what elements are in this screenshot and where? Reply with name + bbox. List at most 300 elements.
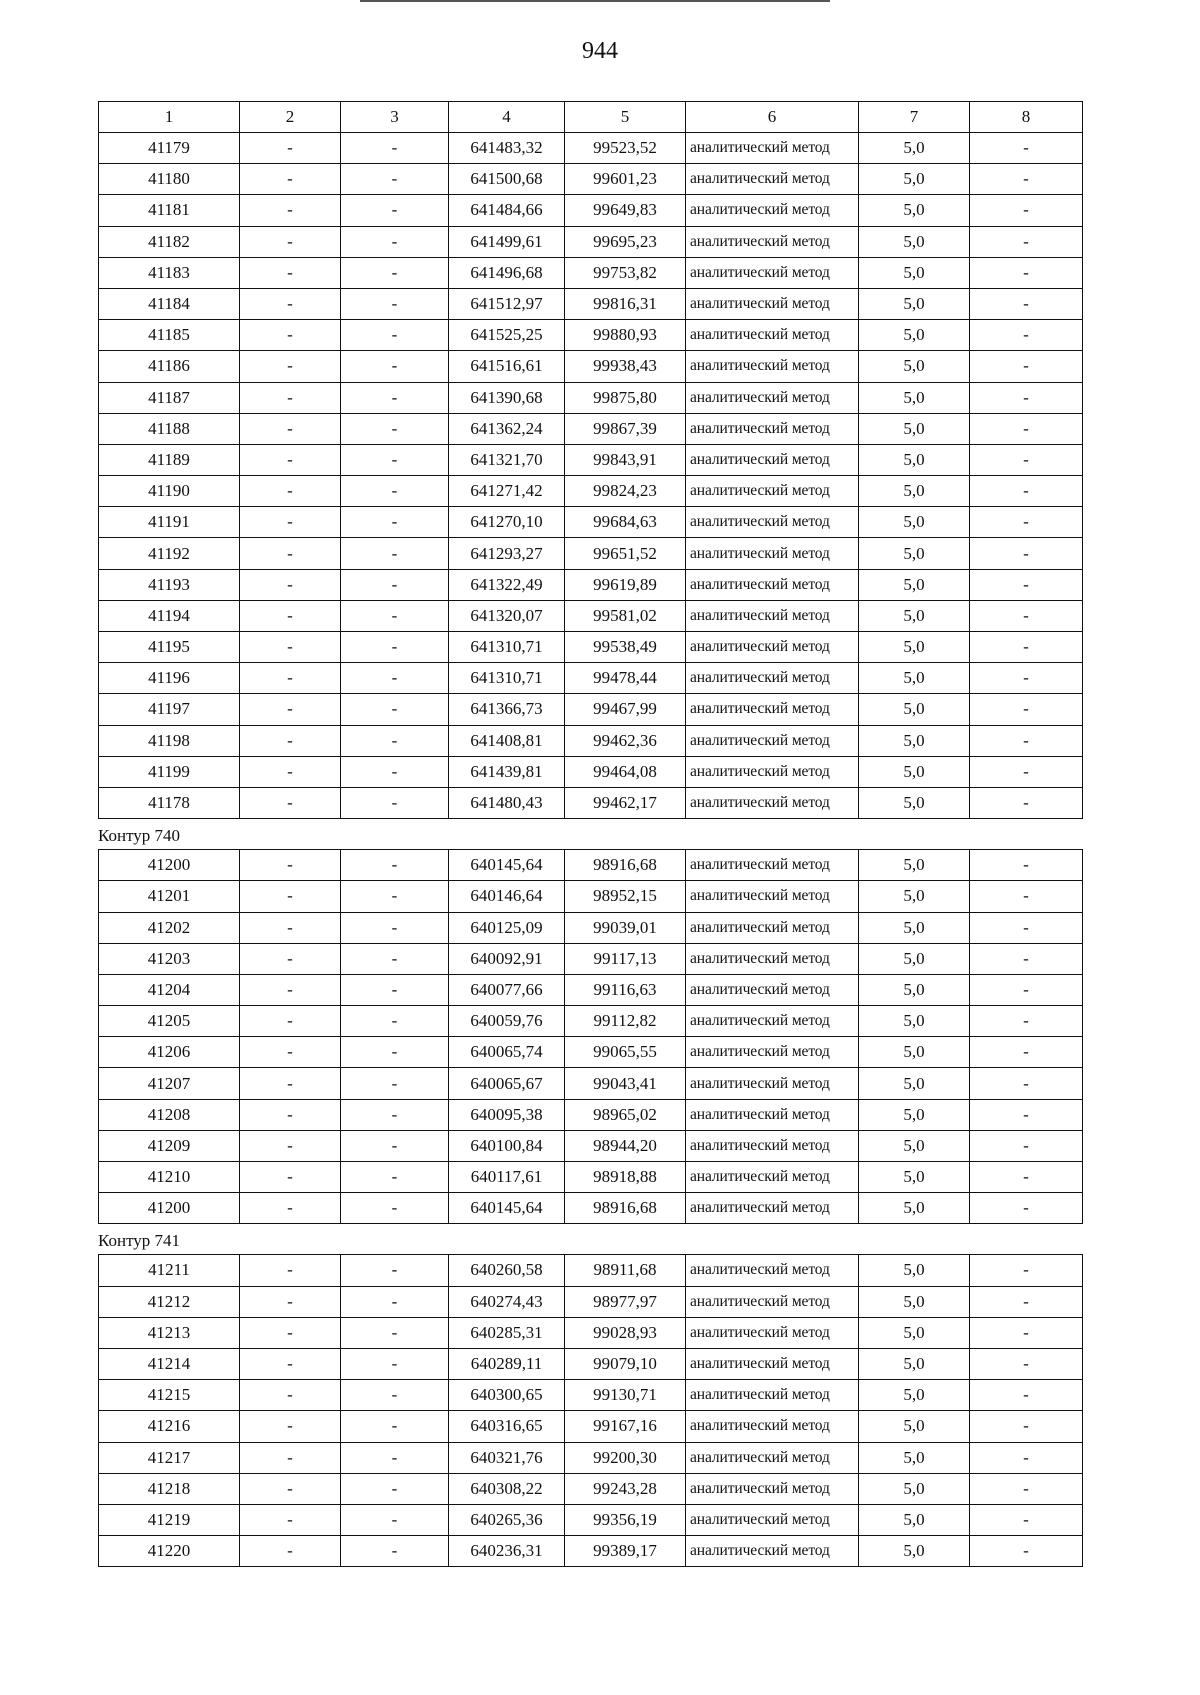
col-3-cell: - — [341, 1162, 449, 1193]
x-coordinate-cell: 641362,24 — [449, 413, 565, 444]
col-3-cell: - — [341, 1193, 449, 1224]
point-number-cell: 41196 — [99, 663, 240, 694]
table-row — [99, 663, 1083, 694]
method-cell: аналитический метод — [686, 694, 859, 725]
accuracy-cell: 5,0 — [859, 538, 970, 569]
method-cell: аналитический метод — [686, 663, 859, 694]
x-coordinate-cell: 640300,65 — [449, 1380, 565, 1411]
accuracy-cell: 5,0 — [859, 1411, 970, 1442]
col-8-cell: - — [970, 257, 1083, 288]
col-8-cell: - — [970, 943, 1083, 974]
method-cell: аналитический метод — [686, 725, 859, 756]
col-8-cell: - — [970, 476, 1083, 507]
col-2-cell: - — [240, 1504, 341, 1535]
col-3-cell: - — [341, 1380, 449, 1411]
col-2-cell: - — [240, 1099, 341, 1130]
point-number-cell: 41204 — [99, 974, 240, 1005]
col-3-cell: - — [341, 444, 449, 475]
accuracy-cell: 5,0 — [859, 257, 970, 288]
col-8-cell: - — [970, 413, 1083, 444]
table-row — [99, 1380, 1083, 1411]
table-row — [99, 1348, 1083, 1379]
y-coordinate-cell: 99039,01 — [565, 912, 686, 943]
method-cell: аналитический метод — [686, 288, 859, 319]
col-8-cell: - — [970, 725, 1083, 756]
x-coordinate-cell: 641321,70 — [449, 444, 565, 475]
col-3-cell: - — [341, 569, 449, 600]
accuracy-cell: 5,0 — [859, 1068, 970, 1099]
x-coordinate-cell: 641499,61 — [449, 226, 565, 257]
header-cell: 1 — [99, 102, 240, 133]
coordinates-table — [98, 1254, 1083, 1567]
col-3-cell: - — [341, 756, 449, 787]
table-row — [99, 382, 1083, 413]
table-row — [99, 632, 1083, 663]
col-2-cell: - — [240, 725, 341, 756]
col-8-cell: - — [970, 288, 1083, 319]
col-2-cell: - — [240, 164, 341, 195]
table-row — [99, 444, 1083, 475]
point-number-cell: 41181 — [99, 195, 240, 226]
table-row — [99, 1255, 1083, 1286]
col-2-cell: - — [240, 1037, 341, 1068]
col-8-cell: - — [970, 538, 1083, 569]
point-number-cell: 41210 — [99, 1162, 240, 1193]
accuracy-cell: 5,0 — [859, 444, 970, 475]
y-coordinate-cell: 99695,23 — [565, 226, 686, 257]
x-coordinate-cell: 640117,61 — [449, 1162, 565, 1193]
y-coordinate-cell: 99684,63 — [565, 507, 686, 538]
method-cell: аналитический метод — [686, 1130, 859, 1161]
accuracy-cell: 5,0 — [859, 226, 970, 257]
method-cell: аналитический метод — [686, 943, 859, 974]
y-coordinate-cell: 99649,83 — [565, 195, 686, 226]
y-coordinate-cell: 99079,10 — [565, 1348, 686, 1379]
y-coordinate-cell: 99043,41 — [565, 1068, 686, 1099]
accuracy-cell: 5,0 — [859, 1504, 970, 1535]
accuracy-cell: 5,0 — [859, 164, 970, 195]
point-number-cell: 41187 — [99, 382, 240, 413]
col-8-cell: - — [970, 1068, 1083, 1099]
x-coordinate-cell: 641483,32 — [449, 133, 565, 164]
col-2-cell: - — [240, 694, 341, 725]
y-coordinate-cell: 99116,63 — [565, 974, 686, 1005]
accuracy-cell: 5,0 — [859, 974, 970, 1005]
table-row — [99, 1286, 1083, 1317]
point-number-cell: 41207 — [99, 1068, 240, 1099]
point-number-cell: 41215 — [99, 1380, 240, 1411]
method-cell: аналитический метод — [686, 538, 859, 569]
table-row — [99, 1037, 1083, 1068]
method-cell: аналитический метод — [686, 1348, 859, 1379]
method-cell: аналитический метод — [686, 787, 859, 818]
point-number-cell: 41218 — [99, 1473, 240, 1504]
col-3-cell: - — [341, 257, 449, 288]
col-2-cell: - — [240, 320, 341, 351]
accuracy-cell: 5,0 — [859, 413, 970, 444]
y-coordinate-cell: 99462,36 — [565, 725, 686, 756]
table-row — [99, 538, 1083, 569]
method-cell: аналитический метод — [686, 1442, 859, 1473]
y-coordinate-cell: 99619,89 — [565, 569, 686, 600]
col-3-cell: - — [341, 881, 449, 912]
accuracy-cell: 5,0 — [859, 943, 970, 974]
col-8-cell: - — [970, 320, 1083, 351]
col-2-cell: - — [240, 538, 341, 569]
point-number-cell: 41194 — [99, 600, 240, 631]
col-3-cell: - — [341, 1006, 449, 1037]
x-coordinate-cell: 641390,68 — [449, 382, 565, 413]
point-number-cell: 41186 — [99, 351, 240, 382]
y-coordinate-cell: 98911,68 — [565, 1255, 686, 1286]
col-3-cell: - — [341, 663, 449, 694]
y-coordinate-cell: 99880,93 — [565, 320, 686, 351]
col-2-cell: - — [240, 787, 341, 818]
y-coordinate-cell: 99651,52 — [565, 538, 686, 569]
col-3-cell: - — [341, 476, 449, 507]
col-2-cell: - — [240, 756, 341, 787]
x-coordinate-cell: 641496,68 — [449, 257, 565, 288]
y-coordinate-cell: 99875,80 — [565, 382, 686, 413]
accuracy-cell: 5,0 — [859, 507, 970, 538]
accuracy-cell: 5,0 — [859, 850, 970, 881]
col-2-cell: - — [240, 1380, 341, 1411]
accuracy-cell: 5,0 — [859, 1255, 970, 1286]
x-coordinate-cell: 641270,10 — [449, 507, 565, 538]
method-cell: аналитический метод — [686, 974, 859, 1005]
y-coordinate-cell: 99523,52 — [565, 133, 686, 164]
point-number-cell: 41195 — [99, 632, 240, 663]
col-2-cell: - — [240, 1006, 341, 1037]
col-8-cell: - — [970, 1006, 1083, 1037]
col-8-cell: - — [970, 195, 1083, 226]
table-row — [99, 164, 1083, 195]
col-3-cell: - — [341, 538, 449, 569]
x-coordinate-cell: 640308,22 — [449, 1473, 565, 1504]
y-coordinate-cell: 99478,44 — [565, 663, 686, 694]
y-coordinate-cell: 99464,08 — [565, 756, 686, 787]
x-coordinate-cell: 640059,76 — [449, 1006, 565, 1037]
col-8-cell: - — [970, 1317, 1083, 1348]
col-3-cell: - — [341, 288, 449, 319]
method-cell: аналитический метод — [686, 1068, 859, 1099]
table-row — [99, 288, 1083, 319]
col-3-cell: - — [341, 1286, 449, 1317]
col-8-cell: - — [970, 881, 1083, 912]
y-coordinate-cell: 98977,97 — [565, 1286, 686, 1317]
header-cell: 3 — [341, 102, 449, 133]
y-coordinate-cell: 98965,02 — [565, 1099, 686, 1130]
col-2-cell: - — [240, 1162, 341, 1193]
point-number-cell: 41203 — [99, 943, 240, 974]
col-3-cell: - — [341, 413, 449, 444]
x-coordinate-cell: 640065,67 — [449, 1068, 565, 1099]
header-cell: 2 — [240, 102, 341, 133]
point-number-cell: 41180 — [99, 164, 240, 195]
col-3-cell: - — [341, 943, 449, 974]
x-coordinate-cell: 641525,25 — [449, 320, 565, 351]
accuracy-cell: 5,0 — [859, 195, 970, 226]
point-number-cell: 41188 — [99, 413, 240, 444]
method-cell: аналитический метод — [686, 257, 859, 288]
col-2-cell: - — [240, 663, 341, 694]
accuracy-cell: 5,0 — [859, 1193, 970, 1224]
table-row — [99, 1317, 1083, 1348]
col-8-cell: - — [970, 694, 1083, 725]
accuracy-cell: 5,0 — [859, 632, 970, 663]
col-2-cell: - — [240, 850, 341, 881]
accuracy-cell: 5,0 — [859, 1286, 970, 1317]
y-coordinate-cell: 98918,88 — [565, 1162, 686, 1193]
method-cell: аналитический метод — [686, 756, 859, 787]
table-row — [99, 1099, 1083, 1130]
col-3-cell: - — [341, 1473, 449, 1504]
coordinates-document — [98, 101, 1082, 1567]
col-3-cell: - — [341, 600, 449, 631]
method-cell: аналитический метод — [686, 1037, 859, 1068]
y-coordinate-cell: 99200,30 — [565, 1442, 686, 1473]
x-coordinate-cell: 641310,71 — [449, 632, 565, 663]
col-8-cell: - — [970, 850, 1083, 881]
y-coordinate-cell: 99824,23 — [565, 476, 686, 507]
header-cell: 8 — [970, 102, 1083, 133]
col-2-cell: - — [240, 351, 341, 382]
table-row — [99, 1442, 1083, 1473]
col-8-cell: - — [970, 787, 1083, 818]
method-cell: аналитический метод — [686, 881, 859, 912]
accuracy-cell: 5,0 — [859, 787, 970, 818]
point-number-cell: 41202 — [99, 912, 240, 943]
point-number-cell: 41209 — [99, 1130, 240, 1161]
method-cell: аналитический метод — [686, 1317, 859, 1348]
point-number-cell: 41198 — [99, 725, 240, 756]
method-cell: аналитический метод — [686, 1380, 859, 1411]
col-2-cell: - — [240, 382, 341, 413]
table-row — [99, 226, 1083, 257]
col-2-cell: - — [240, 912, 341, 943]
x-coordinate-cell: 641408,81 — [449, 725, 565, 756]
y-coordinate-cell: 99816,31 — [565, 288, 686, 319]
x-coordinate-cell: 641366,73 — [449, 694, 565, 725]
x-coordinate-cell: 640100,84 — [449, 1130, 565, 1161]
col-2-cell: - — [240, 444, 341, 475]
col-8-cell: - — [970, 1411, 1083, 1442]
accuracy-cell: 5,0 — [859, 663, 970, 694]
table-row — [99, 351, 1083, 382]
method-cell: аналитический метод — [686, 600, 859, 631]
header-cell: 4 — [449, 102, 565, 133]
method-cell: аналитический метод — [686, 1536, 859, 1567]
accuracy-cell: 5,0 — [859, 1162, 970, 1193]
col-3-cell: - — [341, 1068, 449, 1099]
contour-label: Контур 740 — [98, 826, 181, 846]
table-row — [99, 1193, 1083, 1224]
point-number-cell: 41197 — [99, 694, 240, 725]
col-8-cell: - — [970, 600, 1083, 631]
col-2-cell: - — [240, 1442, 341, 1473]
method-cell: аналитический метод — [686, 1006, 859, 1037]
accuracy-cell: 5,0 — [859, 288, 970, 319]
x-coordinate-cell: 640145,64 — [449, 850, 565, 881]
point-number-cell: 41206 — [99, 1037, 240, 1068]
accuracy-cell: 5,0 — [859, 133, 970, 164]
x-coordinate-cell: 641322,49 — [449, 569, 565, 600]
x-coordinate-cell: 640095,38 — [449, 1099, 565, 1130]
y-coordinate-cell: 99462,17 — [565, 787, 686, 818]
accuracy-cell: 5,0 — [859, 1348, 970, 1379]
col-8-cell: - — [970, 1130, 1083, 1161]
table-row — [99, 850, 1083, 881]
col-3-cell: - — [341, 1536, 449, 1567]
point-number-cell: 41201 — [99, 881, 240, 912]
x-coordinate-cell: 640265,36 — [449, 1504, 565, 1535]
y-coordinate-cell: 99065,55 — [565, 1037, 686, 1068]
x-coordinate-cell: 640285,31 — [449, 1317, 565, 1348]
col-2-cell: - — [240, 1348, 341, 1379]
col-2-cell: - — [240, 507, 341, 538]
accuracy-cell: 5,0 — [859, 1442, 970, 1473]
x-coordinate-cell: 640065,74 — [449, 1037, 565, 1068]
col-3-cell: - — [341, 1348, 449, 1379]
col-8-cell: - — [970, 1380, 1083, 1411]
y-coordinate-cell: 99167,16 — [565, 1411, 686, 1442]
col-2-cell: - — [240, 569, 341, 600]
x-coordinate-cell: 641484,66 — [449, 195, 565, 226]
method-cell: аналитический метод — [686, 1099, 859, 1130]
accuracy-cell: 5,0 — [859, 1006, 970, 1037]
col-2-cell: - — [240, 195, 341, 226]
method-cell: аналитический метод — [686, 226, 859, 257]
accuracy-cell: 5,0 — [859, 351, 970, 382]
x-coordinate-cell: 641480,43 — [449, 787, 565, 818]
table-row — [99, 1473, 1083, 1504]
method-cell: аналитический метод — [686, 444, 859, 475]
top-border-line — [360, 0, 830, 2]
y-coordinate-cell: 99538,49 — [565, 632, 686, 663]
col-8-cell: - — [970, 382, 1083, 413]
y-coordinate-cell: 98952,15 — [565, 881, 686, 912]
col-2-cell: - — [240, 1536, 341, 1567]
y-coordinate-cell: 99356,19 — [565, 1504, 686, 1535]
x-coordinate-cell: 640289,11 — [449, 1348, 565, 1379]
point-number-cell: 41205 — [99, 1006, 240, 1037]
table-row — [99, 912, 1083, 943]
table-row — [99, 133, 1083, 164]
col-2-cell: - — [240, 600, 341, 631]
y-coordinate-cell: 99112,82 — [565, 1006, 686, 1037]
col-3-cell: - — [341, 226, 449, 257]
col-2-cell: - — [240, 1255, 341, 1286]
table-row — [99, 600, 1083, 631]
y-coordinate-cell: 98916,68 — [565, 850, 686, 881]
point-number-cell: 41208 — [99, 1099, 240, 1130]
col-2-cell: - — [240, 974, 341, 1005]
col-2-cell: - — [240, 881, 341, 912]
point-number-cell: 41185 — [99, 320, 240, 351]
point-number-cell: 41200 — [99, 1193, 240, 1224]
col-2-cell: - — [240, 226, 341, 257]
col-8-cell: - — [970, 1099, 1083, 1130]
table-row — [99, 195, 1083, 226]
col-3-cell: - — [341, 974, 449, 1005]
col-3-cell: - — [341, 195, 449, 226]
table-row — [99, 1068, 1083, 1099]
coordinates-table — [98, 849, 1083, 1224]
col-8-cell: - — [970, 569, 1083, 600]
method-cell: аналитический метод — [686, 632, 859, 663]
accuracy-cell: 5,0 — [859, 881, 970, 912]
x-coordinate-cell: 640077,66 — [449, 974, 565, 1005]
method-cell: аналитический метод — [686, 1473, 859, 1504]
col-2-cell: - — [240, 1473, 341, 1504]
point-number-cell: 41184 — [99, 288, 240, 319]
col-2-cell: - — [240, 943, 341, 974]
point-number-cell: 41199 — [99, 756, 240, 787]
col-3-cell: - — [341, 351, 449, 382]
accuracy-cell: 5,0 — [859, 1099, 970, 1130]
accuracy-cell: 5,0 — [859, 1037, 970, 1068]
method-cell: аналитический метод — [686, 133, 859, 164]
table-row — [99, 787, 1083, 818]
method-cell: аналитический метод — [686, 1162, 859, 1193]
col-8-cell: - — [970, 1442, 1083, 1473]
col-3-cell: - — [341, 507, 449, 538]
contour-label: Контур 741 — [98, 1231, 181, 1251]
x-coordinate-cell: 640236,31 — [449, 1536, 565, 1567]
table-row — [99, 413, 1083, 444]
table-row — [99, 1504, 1083, 1535]
accuracy-cell: 5,0 — [859, 1473, 970, 1504]
x-coordinate-cell: 641516,61 — [449, 351, 565, 382]
accuracy-cell: 5,0 — [859, 600, 970, 631]
y-coordinate-cell: 99117,13 — [565, 943, 686, 974]
page-number: 944 — [582, 38, 618, 64]
point-number-cell: 41193 — [99, 569, 240, 600]
col-3-cell: - — [341, 912, 449, 943]
col-2-cell: - — [240, 1130, 341, 1161]
method-cell: аналитический метод — [686, 164, 859, 195]
accuracy-cell: 5,0 — [859, 320, 970, 351]
accuracy-cell: 5,0 — [859, 694, 970, 725]
table-row — [99, 756, 1083, 787]
y-coordinate-cell: 99867,39 — [565, 413, 686, 444]
y-coordinate-cell: 99467,99 — [565, 694, 686, 725]
y-coordinate-cell: 99843,91 — [565, 444, 686, 475]
table-row — [99, 725, 1083, 756]
point-number-cell: 41220 — [99, 1536, 240, 1567]
col-8-cell: - — [970, 351, 1083, 382]
x-coordinate-cell: 640321,76 — [449, 1442, 565, 1473]
header-cell: 5 — [565, 102, 686, 133]
col-8-cell: - — [970, 1037, 1083, 1068]
y-coordinate-cell: 99938,43 — [565, 351, 686, 382]
col-3-cell: - — [341, 164, 449, 195]
col-8-cell: - — [970, 663, 1083, 694]
col-8-cell: - — [970, 507, 1083, 538]
col-2-cell: - — [240, 288, 341, 319]
accuracy-cell: 5,0 — [859, 1536, 970, 1567]
table-row — [99, 1006, 1083, 1037]
table-row — [99, 1162, 1083, 1193]
col-3-cell: - — [341, 320, 449, 351]
point-number-cell: 41190 — [99, 476, 240, 507]
method-cell: аналитический метод — [686, 1411, 859, 1442]
point-number-cell: 41179 — [99, 133, 240, 164]
col-8-cell: - — [970, 756, 1083, 787]
col-2-cell: - — [240, 632, 341, 663]
accuracy-cell: 5,0 — [859, 1380, 970, 1411]
method-cell: аналитический метод — [686, 1255, 859, 1286]
